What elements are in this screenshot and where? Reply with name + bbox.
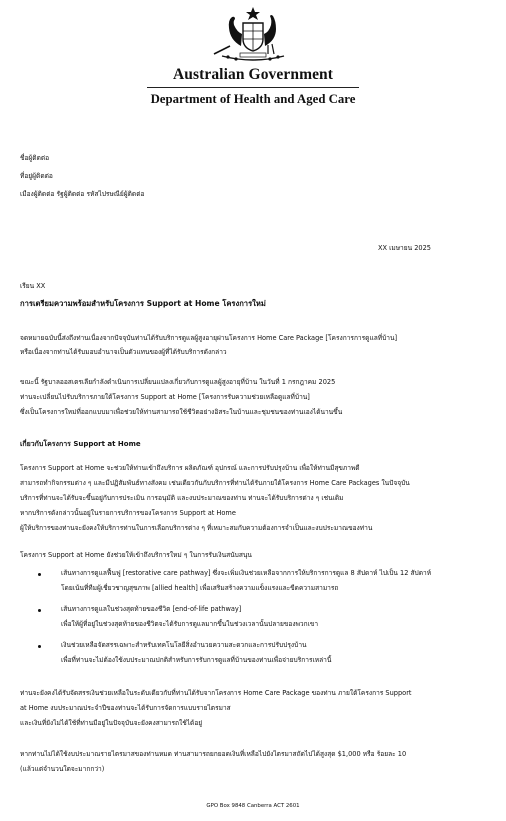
government-title: Australian Government	[172, 66, 334, 83]
unspent-line-2: (แล้วแต่จำนวนใดจะมากกว่า)	[20, 765, 105, 773]
bullet-1-line-1: เส้นทางการดูแลฟื้นฟู [restorative care pathway] ซึ่งจะเพิ่มเงินช่วยเหลือจากการให้บริการการดูแล 8 สัปดาห์ ไปเป็น 12 สัปดาห์	[61, 569, 432, 577]
header-divider	[147, 87, 359, 88]
footer-address: GPO Box 9848 Canberra ACT 2601	[206, 803, 300, 809]
about-line-2: สามารถทำกิจกรรมต่าง ๆ และมีปฏิสัมพันธ์ทางสังคม เช่นเดียวกันกับบริการที่ท่านได้รับภายใต้โครงการ Home Care Packages ในปัจจุบัน	[20, 479, 410, 487]
salutation: เรียน XX	[20, 282, 46, 290]
bullet-3-line-1: เงินช่วยเหลือจัดสรรเฉพาะสำหรับเทคโนโลยีสิ่งอำนวยความสะดวกและการปรับปรุงบ้าน	[61, 641, 307, 649]
bullet-2-line-2: เพื่อให้ผู้ที่อยู่ในช่วงสุดท้ายของชีวิตจะได้รับการดูแลมากขึ้นในช่วงเวลานั้นปลายของพวกเขา	[61, 620, 319, 628]
change-line-1: ขณะนี้ รัฐบาลออสเตรเลียกำลังดำเนินการเปลี่ยนแปลงเกี่ยวกับการดูแลผู้สูงอายุที่บ้าน ในวันที่ 1 กรกฎาคม 2025	[20, 378, 336, 386]
department-title: Department of Health and Aged Care	[150, 92, 356, 106]
coat-of-arms-icon	[210, 6, 296, 64]
about-heading: เกี่ยวกับโครงการ Support at Home	[20, 440, 141, 448]
change-line-2: ท่านจะเปลี่ยนไปรับบริการภายใต้โครงการ Support at Home [โครงการรับความช่วยเหลือดูแลที่บ้าน]	[20, 393, 310, 401]
contact-address: ที่อยู่ผู้ติดต่อ	[20, 172, 53, 180]
funding-line-1: ท่านจะยังคงได้รับจัดสรรเงินช่วยเหลือในระดับเดียวกับที่ท่านได้รับจากโครงการ Home Care Package ของท่าน ภายใต้โครงการ Support	[20, 689, 412, 697]
unspent-line-1: หากท่านไม่ได้ใช้งบประมาณรายไตรมาสของท่านหมด ท่านสามารถยกยอดเงินที่เหลือไปยังไตรมาสถัดไปได้สูงสุด $1,000 หรือ ร้อยละ 10	[20, 750, 407, 758]
funding-line-3: และเงินที่ยังไม่ได้ใช้ที่ท่านมีอยู่ในปัจจุบันจะยังคงสามารถใช้ได้อยู่	[20, 719, 203, 727]
bullet-2-line-1: เส้นทางการดูแลในช่วงสุดท้ายของชีวิต [end-of-life pathway]	[61, 605, 242, 613]
about-line-3: บริการที่ท่านจะได้รับจะขึ้นอยู่กับการประเมิน การอนุมัติ และงบประมาณของท่าน ท่านจะได้รับบริการต่าง ๆ เช่นเดิม	[20, 494, 344, 502]
bullet-1-line-2: โดยเน้นที่ทีมผู้เชี่ยวชาญสุขภาพ [allied health] เพื่อเสริมสร้างความแข็งแรงและขีดความสามารถ	[61, 584, 339, 592]
about-line-5: ผู้ให้บริการของท่านจะยังคงให้บริการท่านในการเลือกบริการต่าง ๆ ที่เหมาะสมกับความต้องการจำเป็นและงบประมาณของท่าน	[20, 524, 373, 532]
change-line-3: ซึ่งเป็นโครงการใหม่ที่ออกแบบมาเพื่อช่วยให้ท่านสามารถใช้ชีวิตอย่างอิสระในบ้านและชุมชนของท่านเองได้นานขึ้น	[20, 408, 343, 416]
intro-line-2: หรือเนื่องจากท่านได้รับมอบอำนาจเป็นตัวแทนของผู้ที่ได้รับบริการดังกล่าว	[20, 348, 227, 356]
about-line-1: โครงการ Support at Home จะช่วยให้ท่านเข้าถึงบริการ ผลิตภัณฑ์ อุปกรณ์ และการปรับปรุงบ้าน เพื่อให้ท่านมีสุขภาพดี	[20, 464, 360, 472]
new-services-intro: โครงการ Support at Home ยังช่วยให้เข้าถึงบริการใหม่ ๆ ในการรับเงินสนับสนุน	[20, 551, 252, 559]
bullet-marker	[38, 573, 41, 576]
bullet-3-line-2: เพื่อที่ท่านจะไม่ต้องใช้งบประมาณปกติสำหรับการรับการดูแลที่บ้านของท่านเพื่อจ่ายบริการเหล่านี้	[61, 656, 332, 664]
contact-city-state-postcode: เมืองผู้ติดต่อ รัฐผู้ติดต่อ รหัสไปรษณีย์ผู้ติดต่อ	[20, 190, 145, 198]
bullet-marker	[38, 609, 41, 612]
intro-line-1: จดหมายฉบับนี้ส่งถึงท่านเนื่องจากปัจจุบันท่านได้รับบริการดูแลผู้สูงอายุผ่านโครงการ Home Care Package [โครงการการดูแลที่บ้าน]	[20, 334, 398, 342]
funding-line-2: at Home งบประมาณประจำปีของท่านจะได้รับการจัดการแบบรายไตรมาส	[20, 704, 231, 712]
contact-name: ชื่อผู้ติดต่อ	[20, 154, 50, 162]
bullet-marker	[38, 645, 41, 648]
letter-title: การเตรียมความพร้อมสำหรับโครงการ Support at Home โครงการใหม่	[20, 299, 266, 308]
about-line-4: หากบริการดังกล่าวนั้นอยู่ในรายการบริการของโครงการ Support at Home	[20, 509, 236, 517]
letter-date: XX เมษายน 2025	[377, 244, 431, 252]
